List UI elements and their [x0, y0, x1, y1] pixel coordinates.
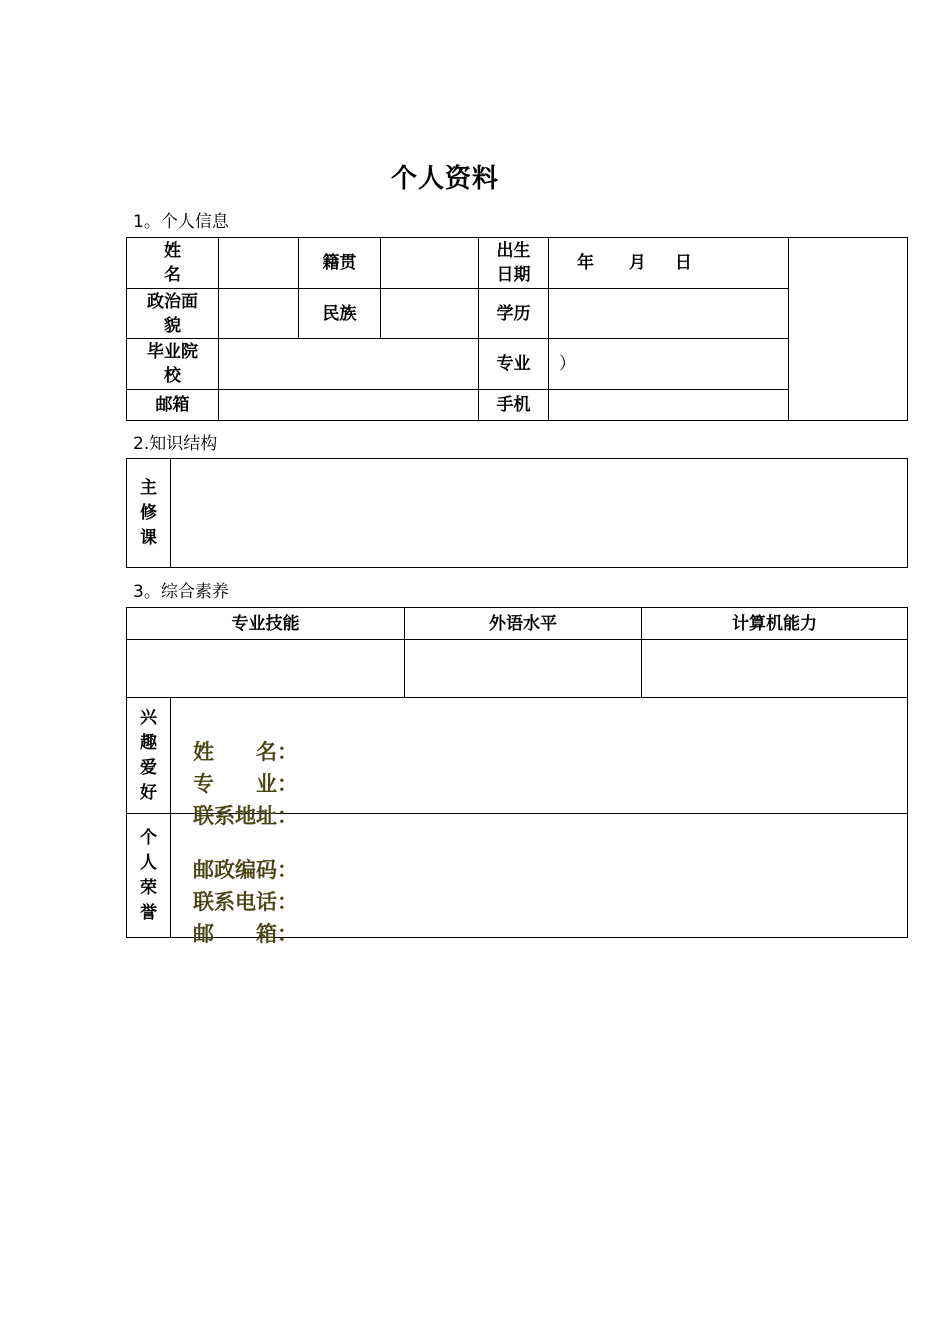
- page-title: 个人资料: [390, 164, 499, 194]
- contact-address-label: 联系地址：: [193, 804, 298, 828]
- native-place-value-cell[interactable]: [381, 238, 479, 289]
- courses-label-char: 主: [140, 477, 157, 498]
- language-header: 外语水平: [405, 608, 642, 640]
- political-status-label: [127, 289, 219, 339]
- political-status-value-cell[interactable]: [219, 289, 299, 339]
- birth-month-label: 月: [628, 253, 646, 273]
- knowledge-table: [126, 458, 908, 568]
- political-label-line2: 貌: [164, 315, 181, 336]
- honors-label-char: 誉: [140, 902, 157, 923]
- birth-year-label: 年: [577, 253, 594, 273]
- name-value-cell[interactable]: [219, 238, 299, 289]
- computer-header: 计算机能力: [642, 608, 908, 640]
- name-label: [127, 238, 219, 289]
- birth-label-line2: 日期: [496, 265, 531, 285]
- native-place-label: 籍贯: [299, 238, 381, 289]
- contact-name-label: 姓 名：: [193, 740, 298, 764]
- section2-heading: 2.知识结构: [133, 434, 218, 454]
- section1-heading: 1。个人信息: [133, 212, 229, 232]
- birth-date-value-cell[interactable]: [549, 238, 789, 289]
- major-value-cell[interactable]: ）: [549, 339, 789, 390]
- school-label-line2: 校: [164, 366, 181, 386]
- language-value-cell[interactable]: [405, 640, 642, 698]
- skills-value-cell[interactable]: [127, 640, 405, 698]
- section3-heading: 3。综合素养: [133, 582, 229, 602]
- ethnicity-value-cell[interactable]: [381, 289, 479, 339]
- school-label-line1: 毕业院: [147, 342, 198, 362]
- main-courses-label: [127, 459, 171, 568]
- honors-label-char: 荣: [140, 877, 157, 898]
- honors-label: [127, 814, 171, 938]
- ethnicity-label: 民族: [299, 289, 381, 339]
- political-label-line1: 政治面: [147, 291, 198, 312]
- main-courses-value-cell[interactable]: [171, 459, 908, 568]
- courses-label-char: 修: [140, 502, 157, 523]
- contact-phone-label: 联系电话：: [193, 890, 298, 914]
- computer-value-cell[interactable]: [642, 640, 908, 698]
- school-value-cell[interactable]: [219, 339, 479, 390]
- honors-label-char: 人: [140, 852, 157, 873]
- hobbies-label-char: 趣: [140, 732, 157, 753]
- phone-label: 手机: [479, 390, 549, 421]
- birth-label-line1: 出生: [496, 241, 531, 261]
- hobbies-label: [127, 698, 171, 814]
- honors-label-char: 个: [140, 827, 157, 848]
- courses-label-char: 课: [140, 527, 157, 548]
- name-label-line2: 名: [164, 265, 181, 285]
- education-label: 学历: [479, 289, 549, 339]
- email-label: 邮箱: [127, 390, 219, 421]
- major-label: 专业: [479, 339, 549, 390]
- hobbies-label-char: 兴: [140, 707, 157, 728]
- contact-email-label: 邮 箱：: [193, 922, 298, 946]
- school-label: [127, 339, 219, 390]
- birth-day-label: 日: [674, 253, 692, 273]
- contact-major-label: 专 业：: [193, 772, 298, 796]
- photo-cell[interactable]: [789, 238, 908, 421]
- name-label-line1: 姓: [164, 241, 181, 261]
- email-value-cell[interactable]: [219, 390, 479, 421]
- birth-date-label: [479, 238, 549, 289]
- personal-info-table: [126, 237, 908, 421]
- skills-header: 专业技能: [127, 608, 405, 640]
- education-value-cell[interactable]: [549, 289, 789, 339]
- phone-value-cell[interactable]: [549, 390, 789, 421]
- hobbies-label-char: 好: [140, 782, 157, 803]
- contact-postcode-label: 邮政编码：: [193, 858, 298, 882]
- hobbies-label-char: 爱: [140, 757, 157, 778]
